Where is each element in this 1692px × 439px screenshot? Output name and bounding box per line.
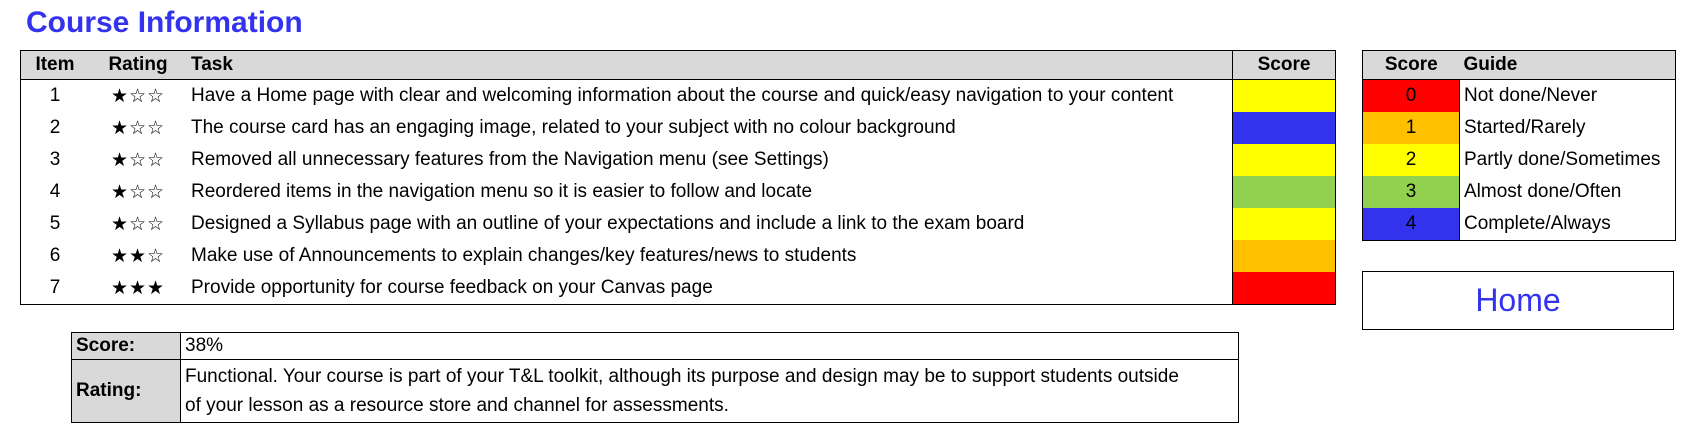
guide-row	[1363, 80, 1676, 113]
guide-row	[1363, 144, 1676, 176]
guide-score-swatch: 2	[1363, 144, 1460, 176]
item-number: 2	[49, 117, 61, 138]
guide-label: Almost done/Often	[1460, 176, 1676, 208]
score-value: 38%	[181, 333, 1239, 360]
item-number: 6	[49, 245, 61, 266]
header-rating: Rating	[89, 51, 187, 80]
guide-row	[1363, 176, 1676, 208]
score-cell[interactable]	[1233, 272, 1336, 305]
course-checklist-table	[20, 50, 1336, 305]
table-row	[21, 208, 1336, 240]
guide-score-swatch: 3	[1363, 176, 1460, 208]
score-cell[interactable]	[1233, 176, 1336, 208]
score-label: Score:	[72, 333, 181, 360]
guide-score-swatch: 0	[1363, 80, 1460, 113]
guide-header-guide: Guide	[1460, 51, 1676, 80]
score-cell[interactable]	[1233, 112, 1336, 144]
star-rating: ★☆☆	[110, 85, 166, 107]
score-cell[interactable]	[1233, 208, 1336, 240]
rating-label: Rating:	[72, 360, 181, 423]
header-score: Score	[1233, 51, 1336, 80]
guide-row	[1363, 112, 1676, 144]
guide-label: Started/Rarely	[1460, 112, 1676, 144]
table-row	[21, 112, 1336, 144]
star-rating: ★☆☆	[110, 181, 166, 203]
task-text: Removed all unnecessary features from the Navigation menu (see Settings)	[191, 149, 829, 170]
star-rating: ★☆☆	[110, 117, 166, 139]
item-number: 1	[49, 85, 61, 106]
summary-score-row	[72, 333, 1239, 360]
summary-rating-row	[72, 360, 1239, 423]
table-row	[21, 272, 1336, 305]
item-number: 3	[49, 149, 61, 170]
star-rating: ★☆☆	[110, 149, 166, 171]
guide-header-row	[1363, 51, 1676, 80]
task-text: Have a Home page with clear and welcoming information about the course and quick/easy navigation to your content	[191, 85, 1174, 106]
task-text: Provide opportunity for course feedback on your Canvas page	[191, 277, 713, 298]
item-number: 7	[49, 277, 61, 298]
guide-score-swatch: 4	[1363, 208, 1460, 241]
star-rating: ★☆☆	[110, 213, 166, 235]
guide-label: Complete/Always	[1460, 208, 1676, 241]
item-number: 4	[49, 181, 61, 202]
task-text: The course card has an engaging image, related to your subject with no colour background	[191, 117, 956, 138]
rating-description-line: of your lesson as a resource store and channel for assessments.	[185, 395, 729, 416]
score-guide-table	[1362, 50, 1676, 241]
star-rating: ★★★	[110, 277, 166, 299]
score-cell[interactable]	[1233, 80, 1336, 113]
guide-label: Not done/Never	[1460, 80, 1676, 113]
table-header-row	[21, 51, 1336, 80]
home-button[interactable]: Home	[1362, 271, 1674, 330]
task-text: Designed a Syllabus page with an outline of your expectations and include a link to the exam board	[191, 213, 1025, 234]
score-cell[interactable]	[1233, 144, 1336, 176]
table-row	[21, 144, 1336, 176]
table-row	[21, 240, 1336, 272]
score-cell[interactable]	[1233, 240, 1336, 272]
guide-row	[1363, 208, 1676, 241]
guide-header-score: Score	[1363, 51, 1460, 80]
header-task: Task	[187, 51, 1233, 80]
task-text: Reordered items in the navigation menu so it is easier to follow and locate	[191, 181, 813, 202]
guide-score-swatch: 1	[1363, 112, 1460, 144]
header-item: Item	[21, 51, 90, 80]
item-number: 5	[49, 213, 61, 234]
rating-description-line: Functional. Your course is part of your T&L toolkit, although its purpose and design may be to support students outside	[185, 366, 1179, 387]
guide-label: Partly done/Sometimes	[1460, 144, 1676, 176]
table-row	[21, 80, 1336, 113]
rating-description	[181, 360, 1239, 423]
table-row	[21, 176, 1336, 208]
page-title: Course Information	[26, 6, 303, 39]
task-text: Make use of Announcements to explain changes/key features/news to students	[191, 245, 857, 266]
summary-table	[71, 332, 1239, 423]
star-rating: ★★☆	[110, 245, 166, 267]
